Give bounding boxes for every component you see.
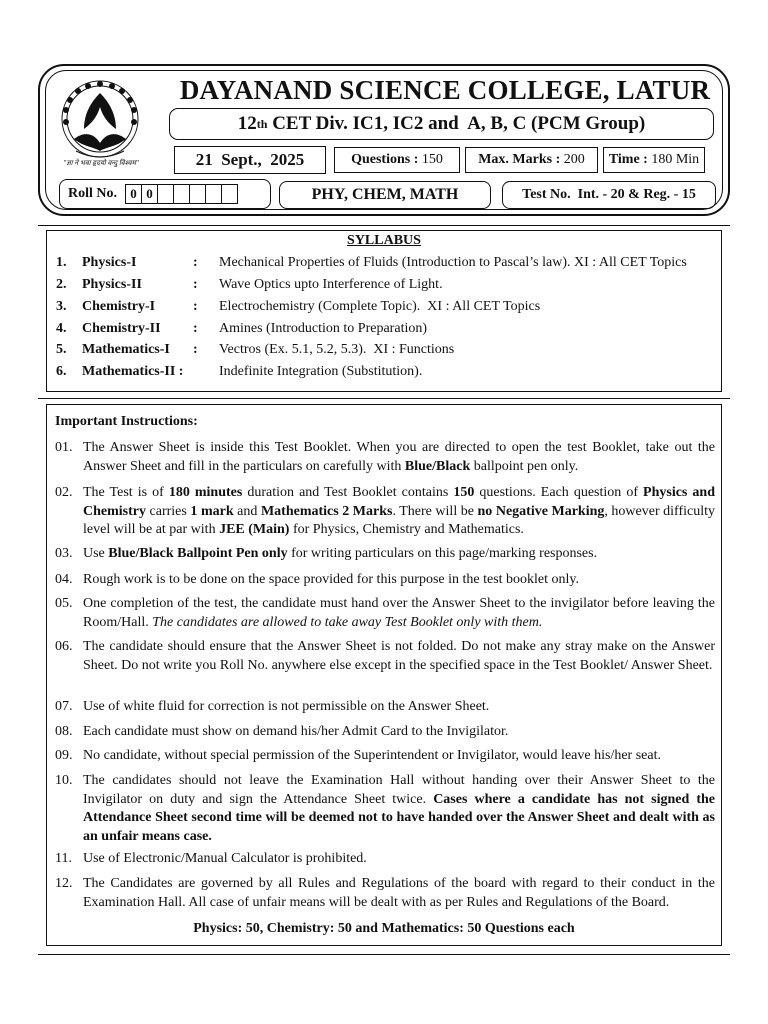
syllabus-item-number: 5. <box>56 342 67 357</box>
roll-label: Roll No. <box>68 186 117 201</box>
instruction-number: 07. <box>55 699 73 714</box>
roll-cell-1[interactable]: 0 <box>126 185 142 203</box>
divider-top <box>38 225 730 226</box>
syllabus-item-topic: Wave Optics upto Interference of Light. <box>219 277 443 292</box>
syllabus-item-subject: Chemistry-II <box>82 321 161 336</box>
syllabus-item-number: 3. <box>56 299 67 314</box>
roll-cell-2[interactable]: 0 <box>142 185 158 203</box>
instruction-number: 03. <box>55 546 73 561</box>
instruction-number: 01. <box>55 440 73 455</box>
questions-value: 150 <box>421 152 443 167</box>
syllabus-item-number: 2. <box>56 277 67 292</box>
roll-cell-7[interactable] <box>222 185 237 203</box>
roll-cell-6[interactable] <box>206 185 222 203</box>
syllabus-item-colon: : <box>193 299 198 314</box>
instruction-emphasis: Blue/Black Ballpoint Pen only <box>108 546 288 561</box>
time-box <box>603 147 705 173</box>
instruction-number: 10. <box>55 773 73 788</box>
instruction-text: The Candidates are governed by all Rules and Regulations of the board with regard to their conduct in the Examination Hall. All case of unfair means will be dealt with as per Rules and Regulations of the Board. <box>83 876 715 910</box>
instruction-emphasis: 1 mark <box>190 503 234 519</box>
instructions-section <box>46 404 722 946</box>
time-value: 180 Min <box>651 152 700 167</box>
syllabus-item-topic: Electrochemistry (Complete Topic). XI : All CET Topics <box>219 299 541 314</box>
college-name: DAYANAND SCIENCE COLLEGE, LATUR <box>179 75 711 105</box>
instruction-number: 12. <box>55 876 73 891</box>
syllabus-item-subject: Mathematics-II : <box>82 364 184 379</box>
syllabus-title: SYLLABUS <box>347 233 421 248</box>
instruction-text: Use of white fluid for correction is not permissible on the Answer Sheet. <box>83 699 490 714</box>
instruction-number: 11. <box>55 851 72 866</box>
syllabus-item <box>47 364 721 384</box>
syllabus-item <box>47 299 721 319</box>
course-title <box>169 108 714 140</box>
instructions-title: Important Instructions: <box>55 414 198 429</box>
max-marks-box <box>465 147 598 173</box>
exam-date: 21 Sept., 2025 <box>174 146 326 174</box>
roll-cell-4[interactable] <box>174 185 190 203</box>
instruction-emphasis: 180 minutes <box>168 485 243 500</box>
instruction-number: 02. <box>55 485 73 500</box>
syllabus-item-number: 6. <box>56 364 67 379</box>
instruction-number: 04. <box>55 572 73 587</box>
instruction-text: The Answer Sheet is inside this Test Booklet. When you are directed to open the test Booklet, take out the Answer Sheet and fill in the particulars on carefully with Blue/Black ballpoint pen only. <box>83 440 715 474</box>
syllabus-item-number: 1. <box>56 255 67 270</box>
college-motto: "ज्ञा ने भवा हृदयो वन्दु विश्वम" <box>63 159 139 167</box>
syllabus-item-colon: : <box>193 255 198 270</box>
instruction-emphasis: Cases where a candidate has not signed the Attendance Sheet second time will be deemed not to have handed over the Answer Sheet and dealt with as an unfair means case. <box>83 791 715 844</box>
roll-cell-5[interactable] <box>190 185 206 203</box>
syllabus-item-number: 4. <box>56 321 67 336</box>
instruction-text: The Test is of 180 minutes duration and Test Booklet contains 150 questions. Each question of Physics and Chemistry carries 1 mark and Mathematics 2 Marks. There will be no Negative Marking, however difficulty level will be at par with JEE (Main) for Physics, Chemistry and Mathematics. <box>83 485 716 537</box>
test-number-box: Test No. Int. - 20 & Reg. - 15 <box>502 181 716 209</box>
syllabus-item-colon: : <box>193 342 198 357</box>
instruction-text: Each candidate must show on demand his/her Admit Card to the Invigilator. <box>83 724 509 739</box>
course-prefix: 12 <box>237 113 257 134</box>
exam-header <box>38 64 730 216</box>
instruction-number: 06. <box>55 639 73 654</box>
instruction-text: The candidates should not leave the Examination Hall without handing over their Answer Sheet to the Invigilator on duty and sign the Attendance Sheet twice. Cases where a candidate has not signed the Attendance Sheet second time will be deemed not to have handed over the Answer Sheet and dealt with as an unfair means case. <box>83 773 715 844</box>
questions-box <box>334 147 460 173</box>
time-label: Time : <box>608 152 652 167</box>
instruction-text: No candidate, without special permission of the Superintendent or Invigilator, would leave his/her seat. <box>83 748 661 763</box>
syllabus-item <box>47 255 721 275</box>
syllabus-item-topic: Indefinite Integration (Substitution). <box>219 364 423 379</box>
syllabus-item-colon: : <box>193 321 198 336</box>
instruction-number: 09. <box>55 748 73 763</box>
instruction-text: One completion of the test, the candidate must hand over the Answer Sheet to the invigilator before leaving the Room/Hall. The candidates are allowed to take away Test Booklet only with them. <box>83 596 715 630</box>
syllabus-item-subject: Mathematics-I <box>82 342 170 357</box>
syllabus-item <box>47 277 721 297</box>
max-marks-label: Max. Marks : <box>478 152 564 167</box>
roll-cells <box>125 184 238 204</box>
syllabus-item <box>47 321 721 341</box>
instruction-text: The candidate should ensure that the Answer Sheet is not folded. Do not make any stray make on the Answer Sheet. Do not write you Roll No. anywhere else except in the specified space in the Test Booklet/ Answer Sheet. <box>83 639 715 673</box>
syllabus-section <box>46 230 722 392</box>
subjects-box: PHY, CHEM, MATH <box>279 181 491 209</box>
syllabus-item-topic: Mechanical Properties of Fluids (Introduction to Pascal’s law). XI : All CET Topics <box>219 255 687 270</box>
instruction-emphasis: no Negative Marking <box>477 503 605 519</box>
syllabus-item-colon: : <box>193 277 198 292</box>
divider-bottom <box>38 954 730 955</box>
instruction-number: 05. <box>55 596 73 611</box>
syllabus-item-topic: Amines (Introduction to Preparation) <box>219 321 428 336</box>
question-distribution-summary: Physics: 50, Chemistry: 50 and Mathematics: 50 Questions each <box>193 921 575 936</box>
instruction-emphasis: JEE (Main) <box>219 522 290 537</box>
instruction-number: 08. <box>55 724 73 739</box>
course-rest: CET Div. IC1, IC2 and A, B, C (PCM Group) <box>267 113 646 134</box>
syllabus-item <box>47 342 721 362</box>
syllabus-item-subject: Physics-I <box>82 255 137 270</box>
instruction-text: Use Blue/Black Ballpoint Pen only for writing particulars on this page/marking responses. <box>83 546 598 561</box>
questions-label: Questions : <box>351 152 422 167</box>
instruction-italic: The candidates are allowed to take away Test Booklet only with them. <box>152 614 543 630</box>
syllabus-item-subject: Chemistry-I <box>82 299 156 314</box>
instruction-emphasis: Mathematics 2 Marks <box>260 503 393 519</box>
course-sup: th <box>256 116 268 131</box>
instruction-text: Rough work is to be done on the space provided for this purpose in the test booklet only. <box>83 572 580 587</box>
syllabus-item-topic: Vectros (Ex. 5.1, 5.2, 5.3). XI : Functions <box>219 342 455 357</box>
instruction-emphasis: 150 <box>453 485 475 500</box>
roll-cell-3[interactable] <box>158 185 174 203</box>
syllabus-item-subject: Physics-II <box>82 277 142 292</box>
divider-middle <box>38 398 730 399</box>
exam-header-inner-border <box>45 70 723 210</box>
instruction-emphasis: Blue/Black <box>404 458 471 474</box>
instruction-text: Use of Electronic/Manual Calculator is prohibited. <box>83 851 367 866</box>
instruction-emphasis: Physics and Chemistry <box>83 485 715 519</box>
roll-number-box <box>59 179 271 209</box>
max-marks-value: 200 <box>563 152 585 167</box>
